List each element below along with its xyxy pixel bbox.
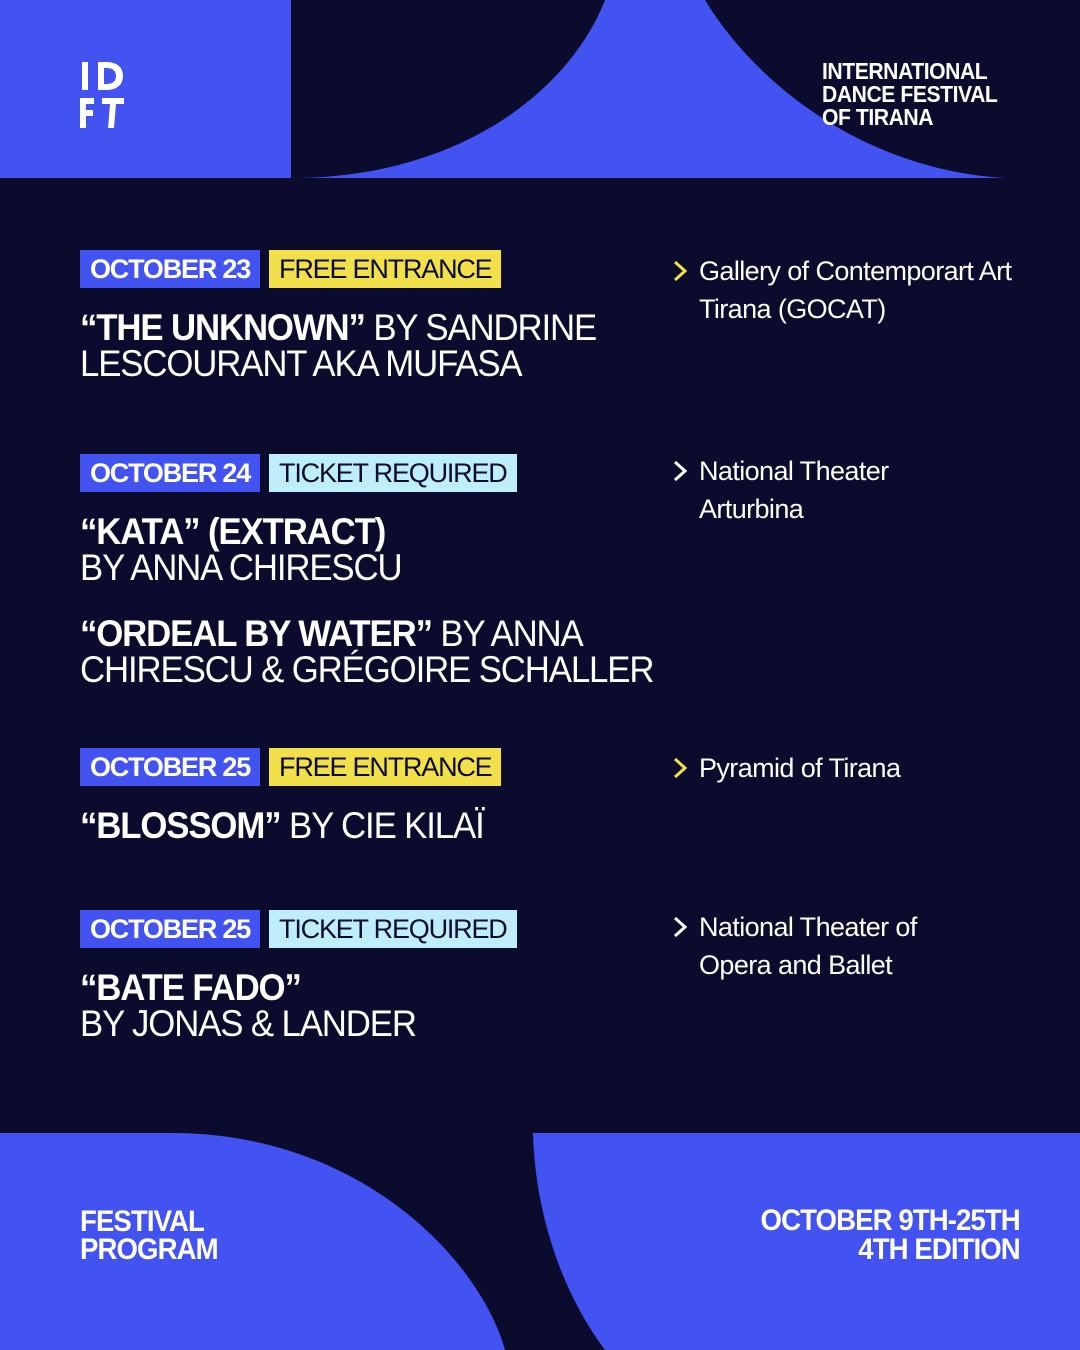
- venue-name: National Theater of Opera and Ballet: [699, 912, 917, 980]
- event-title: [80, 511, 653, 588]
- footer-left-line-1: FESTIVAL: [80, 1205, 204, 1238]
- event-card: [80, 910, 517, 1042]
- event-title: [80, 967, 490, 1044]
- entrance-badge: FREE ENTRANCE: [269, 748, 501, 786]
- venue: [672, 252, 1019, 328]
- work-byline-2: CHIRESCU & GRÉGOIRE SCHALLER: [80, 649, 654, 690]
- festival-name-line-3: OF TIRANA: [822, 104, 934, 130]
- chevron-right-icon: [672, 260, 688, 282]
- entrance-badge: FREE ENTRANCE: [269, 250, 501, 288]
- date-badge: OCTOBER 24: [80, 454, 260, 492]
- work-title: “KATA” (EXTRACT): [80, 511, 386, 552]
- festival-name: [822, 60, 997, 129]
- venue-name: National Theater Arturbina: [699, 456, 889, 524]
- chevron-right-icon: [672, 460, 688, 482]
- work-title: “THE UNKNOWN”: [80, 307, 365, 348]
- work-byline: BY SANDRINE: [364, 307, 597, 348]
- entrance-badge: TICKET REQUIRED: [269, 910, 517, 948]
- event-title: [80, 307, 597, 384]
- festival-name-line-1: INTERNATIONAL: [822, 58, 988, 84]
- date-badge: OCTOBER 23: [80, 250, 260, 288]
- work-title: “BATE FADO”: [80, 967, 301, 1008]
- footer-right-line-1: OCTOBER 9TH-25TH: [760, 1204, 1020, 1237]
- venue: [672, 749, 1019, 787]
- footer-left-line-2: PROGRAM: [80, 1233, 218, 1266]
- footer-right-line-2: 4TH EDITION: [858, 1233, 1020, 1266]
- festival-name-line-2: DANCE FESTIVAL: [822, 81, 998, 107]
- event-card: [80, 748, 509, 844]
- idft-logo-icon: [80, 62, 124, 128]
- chevron-right-icon: [672, 757, 688, 779]
- work-byline: BY ANNA: [431, 613, 583, 654]
- venue-name: Pyramid of Tirana: [699, 753, 901, 783]
- work-title: “ORDEAL BY WATER”: [80, 613, 432, 654]
- bottom-left-curve: [172, 1133, 505, 1350]
- entrance-badge: TICKET REQUIRED: [269, 454, 517, 492]
- work-byline: BY JONAS & LANDER: [80, 1003, 416, 1044]
- event-title: [80, 805, 484, 846]
- venue: [672, 452, 929, 528]
- event-title: [80, 613, 654, 690]
- event-card: [80, 454, 690, 688]
- date-badge: OCTOBER 25: [80, 910, 260, 948]
- festival-program-label: [80, 1205, 218, 1266]
- top-left-block: [0, 0, 291, 178]
- work-byline: BY ANNA CHIRESCU: [80, 547, 402, 588]
- venue-name: Gallery of Contemporart Art Tirana (GOCAT): [699, 256, 1012, 324]
- work-byline: BY CIE KILAÏ: [280, 805, 484, 846]
- chevron-right-icon: [672, 916, 688, 938]
- venue: [672, 908, 949, 984]
- work-byline-2: LESCOURANT AKA MUFASA: [80, 343, 522, 384]
- work-title: “BLOSSOM”: [80, 805, 281, 846]
- event-card: [80, 250, 629, 382]
- festival-dates-label: [761, 1206, 1020, 1264]
- date-badge: OCTOBER 25: [80, 748, 260, 786]
